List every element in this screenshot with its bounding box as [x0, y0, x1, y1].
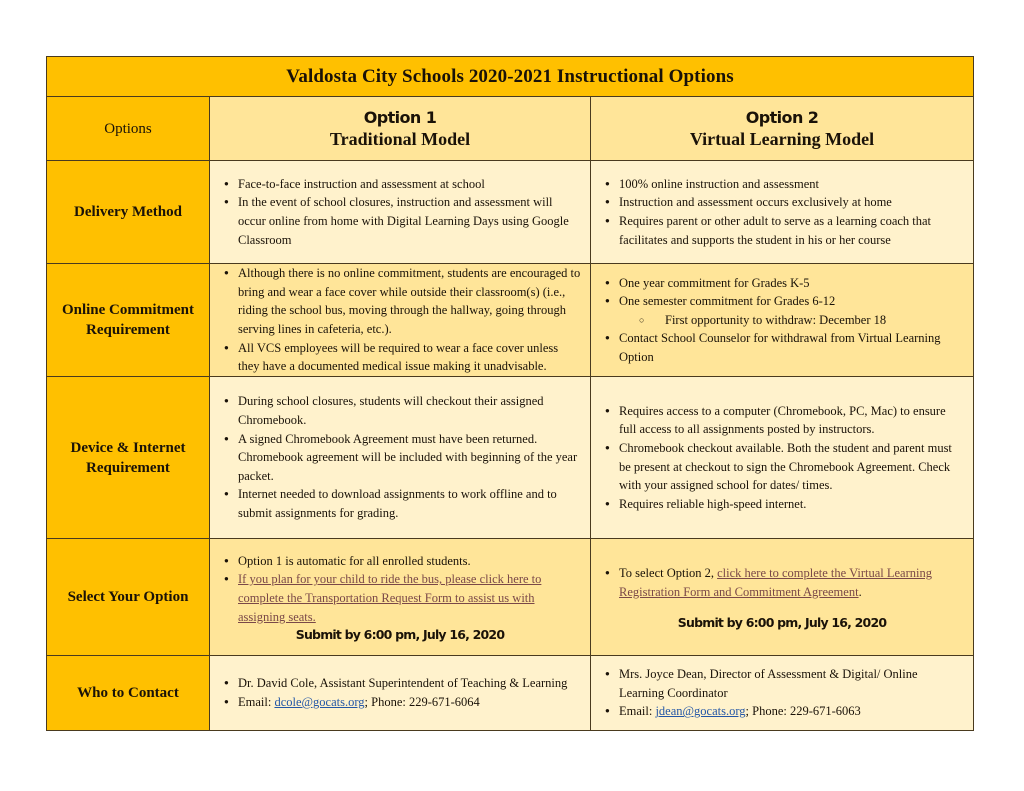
- option1-model: Traditional Model: [329, 128, 471, 149]
- contact-email-line: [227, 693, 582, 712]
- row-label-device-internet: Device & Internet Requirement: [47, 377, 210, 539]
- row-label-delivery-method: Delivery Method: [47, 161, 210, 264]
- row-label-select-option: Select Your Option: [47, 539, 210, 656]
- contact-person: ● Mrs. Joyce Dean, Director of Assessment & Digital/ Online Learning Coordinator: [608, 665, 965, 702]
- list-item: ● During school closures, students will checkout their assigned Chromebook.: [227, 392, 582, 429]
- select-option1-cell: [210, 539, 591, 656]
- phone-text: ; Phone: 229-671-6063: [745, 704, 861, 719]
- list-item: ● Requires parent or other adult to serve as a learning coach that facilitates and supports the student in his or her course: [608, 212, 965, 249]
- submit-deadline: Submit by 6:00 pm, July 16, 2020: [295, 627, 505, 643]
- list-item: ● In the event of school closures, instruction and assessment will occur online from home with Digital Learning Days using Google Classroom: [227, 193, 582, 249]
- row-label-who-to-contact: Who to Contact: [47, 656, 210, 731]
- contact-person: ● Dr. David Cole, Assistant Superintendent of Teaching & Learning: [227, 674, 582, 693]
- option2-model: Virtual Learning Model: [689, 128, 875, 149]
- device-option2-cell: [591, 377, 974, 539]
- sub-list-item: ○ First opportunity to withdraw: December 18: [639, 311, 965, 330]
- list-item: ● Option 1 is automatic for all enrolled students.: [227, 552, 582, 571]
- option2-header: [591, 97, 974, 161]
- list-item: ● 100% online instruction and assessment: [608, 175, 965, 194]
- options-label: Options: [47, 97, 210, 161]
- list-item: ● Face-to-face instruction and assessment at school: [227, 175, 582, 194]
- list-item: ● A signed Chromebook Agreement must have been returned. Chromebook agreement will be included with beginning of the year packet.: [227, 430, 582, 486]
- list-item: ● Requires access to a computer (Chromebook, PC, Mac) to ensure full access to all assignments posted by instructors.: [608, 402, 965, 439]
- online-commitment-row: [47, 264, 974, 377]
- list-item-suffix: .: [858, 584, 862, 599]
- list-item-text: To select Option 2,: [619, 565, 718, 580]
- select-option-row: [47, 539, 974, 656]
- list-item: ● Instruction and assessment occurs exclusively at home: [608, 193, 965, 212]
- list-item: [608, 564, 965, 601]
- delivery-method-row: [47, 161, 974, 264]
- email-link[interactable]: jdean@gocats.org: [655, 704, 746, 719]
- submit-deadline: Submit by 6:00 pm, July 16, 2020: [677, 615, 887, 631]
- list-item: [608, 292, 965, 329]
- list-item: ● All VCS employees will be required to wear a face cover unless they have a documented medical issue making it unadvisable.: [227, 339, 582, 376]
- row-label-online-commitment: Online Commitment Requirement: [47, 264, 210, 377]
- list-item: ● Contact School Counselor for withdrawal from Virtual Learning Option: [608, 329, 965, 366]
- document-title: Valdosta City Schools 2020-2021 Instructional Options: [47, 57, 974, 97]
- option1-number: Option 1: [363, 107, 437, 127]
- list-item: ● Internet needed to download assignments to work offline and to submit assignments for grading.: [227, 485, 582, 522]
- online-option2-cell: [591, 264, 974, 377]
- option2-number: Option 2: [745, 107, 819, 127]
- device-option1-cell: [210, 377, 591, 539]
- list-item: ● One year commitment for Grades K-5: [608, 274, 965, 293]
- contact-option2-cell: [591, 656, 974, 731]
- who-to-contact-row: [47, 656, 974, 731]
- phone-text: ; Phone: 229-671-6064: [364, 695, 480, 709]
- select-option2-cell: [591, 539, 974, 656]
- list-item: ● Chromebook checkout available. Both the student and parent must be present at checkout to sign the Chromebook Agreement. Check with your assigned school for dates/ times.: [608, 439, 965, 495]
- device-internet-row: [47, 377, 974, 539]
- delivery-option1-cell: [210, 161, 591, 264]
- list-item-text: One semester commitment for Grades 6-12: [619, 294, 836, 309]
- title-row: [47, 57, 974, 97]
- transportation-request-link[interactable]: If you plan for your child to ride the bus, please click here to complete the Transportation Request Form to assist us with assigning seats.: [238, 572, 542, 624]
- delivery-option2-cell: [591, 161, 974, 264]
- online-option1-cell: [210, 264, 591, 377]
- option-header-row: [47, 97, 974, 161]
- contact-option1-cell: [210, 656, 591, 731]
- virtual-registration-link[interactable]: click here to complete the Virtual Learning Registration Form and Commitment Agreement: [619, 565, 932, 599]
- instructional-options-table: [46, 56, 974, 731]
- list-item: ● Although there is no online commitment, students are encouraged to bring and wear a face cover while outside their classroom(s) (i.e., riding the school bus, moving through the hallway, going through serving lines in cafeteria, etc.).: [227, 264, 582, 338]
- contact-email-line: [608, 702, 965, 721]
- email-label: Email:: [238, 695, 275, 709]
- list-item: ● Requires reliable high-speed internet.: [608, 495, 965, 514]
- list-item: [227, 570, 582, 626]
- email-link[interactable]: dcole@gocats.org: [274, 695, 365, 709]
- option1-header: [210, 97, 591, 161]
- email-label: Email:: [619, 704, 656, 719]
